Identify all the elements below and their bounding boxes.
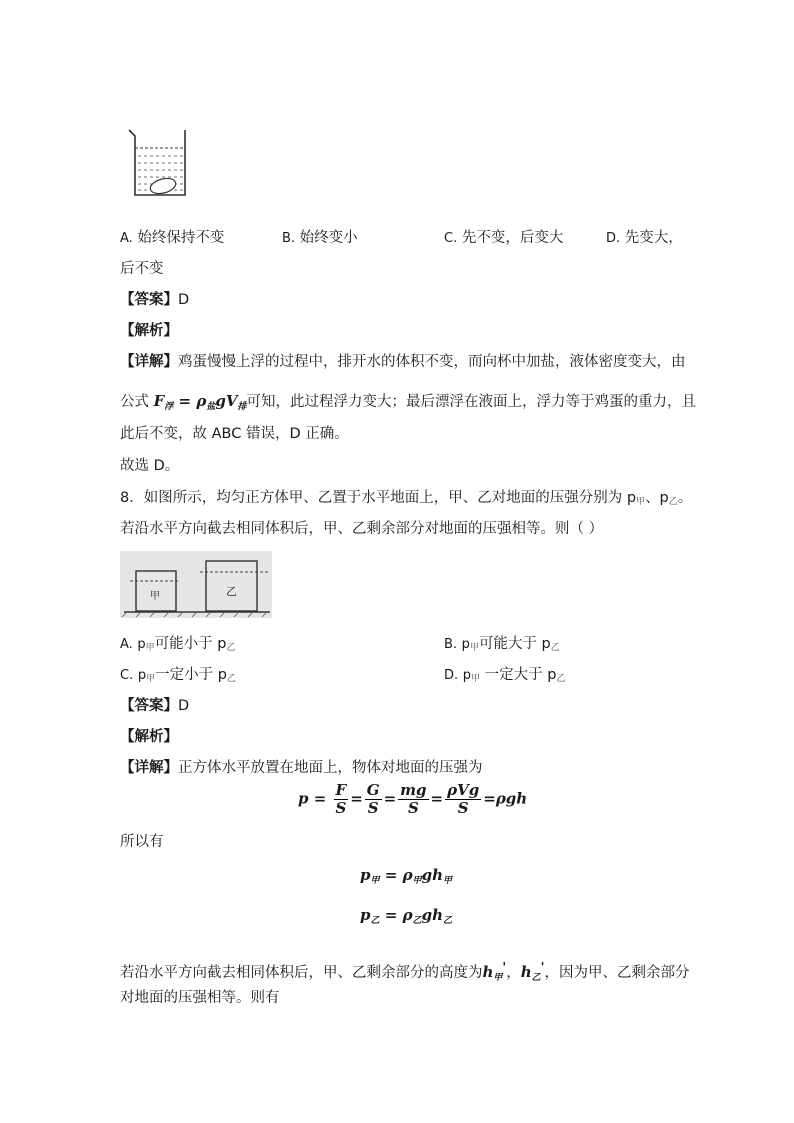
q8-option-c: C. $p_甲$一定小于 $p_乙$ [120,667,236,684]
beaker-figure [126,126,192,198]
cube-label-jia: 甲 [150,591,160,602]
pressure-jia-formula: $p_甲 = \rho_甲gh_甲$ [360,866,452,886]
q8-answer: 【答案】D [120,698,190,714]
q7-option-a: A. 始终保持不变 [120,230,225,246]
q8-option-a: A. $p_甲$可能小于 $p_乙$ [120,636,236,653]
q7-answer: 【答案】D [120,292,190,308]
q8-analysis-tag: 【解析】 [120,729,178,745]
q7-analysis-tag: 【解析】 [120,323,178,339]
q7-option-c: C. 先不变，后变大 [444,230,564,246]
so-text: 所以有 [120,834,164,850]
q7-option-d: D. 先变大， [606,230,683,246]
q7-conclusion: 故选 D。 [120,458,180,474]
pressure-yi-formula: $p_乙 = \rho_乙gh_乙$ [360,906,452,926]
q7-option-b: B. 始终变小 [282,230,358,246]
q7-option-d-continued: 后不变 [120,261,164,277]
pressure-formula: p = $\frac{F}{S}$ = $\frac{G}{S}$ = $\frac{mg}{S}$ = $\frac{\text{ρVg}}{S}$ =ρgh [298,781,528,817]
q7-detail-line1: 【详解】鸡蛋慢慢上浮的过程中，排开水的体积不变，而向杯中加盐，液体密度变大，由 [120,354,686,370]
q7-detail-line2: 公式 $F_浮 = \rho_盐gV_排$可知，此过程浮力变大；最后漂浮在液面上，浮力等于鸡蛋的重力，且 [120,392,696,412]
q8-stem-line1: 8．如图所示，均匀正方体甲、乙置于水平地面上，甲、乙对地面的压强分别为 $p_甲$、$p_乙$。 [120,490,693,507]
cubes-figure [120,551,272,618]
buoyancy-formula: $F_浮 = \rho_盐gV_排$ [153,392,247,412]
q7-detail-line3: 此后不变，故 ABC 错误，D 正确。 [120,426,349,442]
q8-last-line1: 若沿水平方向截去相同体积后，甲、乙剩余部分的高度为$h_甲'$，$h_乙'$，因为甲、乙剩余部分 [120,959,690,983]
h-yi-prime: $h_乙'$ [520,959,545,983]
q8-detail-line1: 【详解】正方体水平放置在地面上，物体对地面的压强为 [120,760,483,776]
q8-last-line2: 对地面的压强相等。则有 [120,990,280,1006]
q8-stem-line2: 若沿水平方向截去相同体积后，甲、乙剩余部分对地面的压强相等。则（ ） [120,521,604,537]
cube-label-yi: 乙 [226,585,237,598]
q8-option-b: B. $p_甲$可能大于 $p_乙$ [444,636,560,653]
q8-option-d: D. $p_甲$ 一定大于 $p_乙$ [444,667,566,684]
h-jia-prime: $h_甲'$ [482,959,507,983]
